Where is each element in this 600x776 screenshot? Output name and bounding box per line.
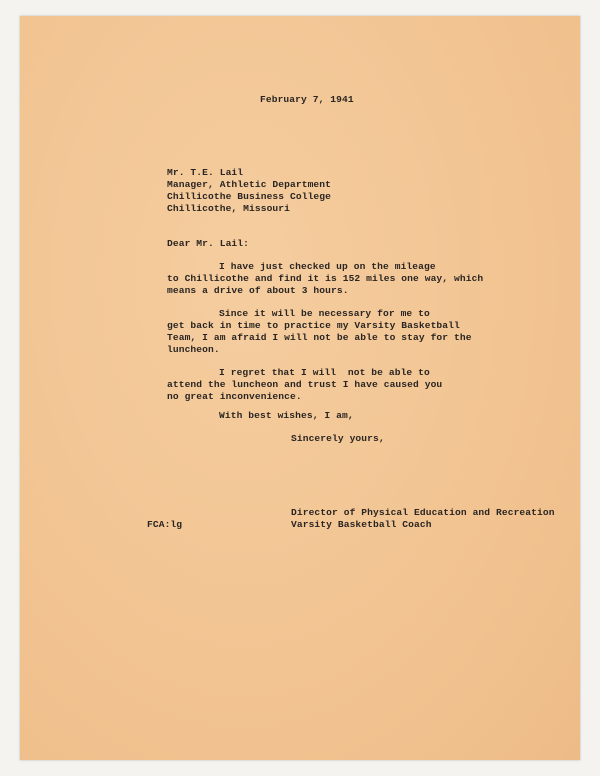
salutation: Dear Mr. Lail: — [167, 238, 250, 249]
paragraph-3-line-2: attend the luncheon and trust I have caused you — [167, 379, 443, 390]
paragraph-2-line-4: luncheon. — [167, 344, 220, 355]
recipient-name: Mr. T.E. Lail — [167, 167, 244, 178]
paragraph-2-line-1: Since it will be necessary for me to — [219, 308, 430, 319]
closing-wishes: With best wishes, I am, — [219, 410, 354, 421]
paragraph-1-line-1: I have just checked up on the mileage — [219, 261, 436, 272]
letter-date: February 7, 1941 — [260, 94, 354, 105]
recipient-organization: Chillicothe Business College — [167, 191, 332, 202]
paragraph-1-line-3: means a drive of about 3 hours. — [167, 285, 349, 296]
recipient-city: Chillicothe, Missouri — [167, 203, 291, 214]
letter-page — [20, 16, 580, 760]
paragraph-3-line-1: I regret that I will not be able to — [219, 367, 430, 378]
signature-title-2: Varsity Basketball Coach — [291, 519, 432, 530]
typist-initials: FCA:lg — [147, 519, 183, 530]
closing-signoff: Sincerely yours, — [291, 433, 385, 444]
paragraph-2-line-2: get back in time to practice my Varsity Basketball — [167, 320, 460, 331]
paragraph-3-line-3: no great inconvenience. — [167, 391, 302, 402]
paragraph-1-line-2: to Chillicothe and find it is 152 miles one way, which — [167, 273, 484, 284]
paragraph-2-line-3: Team, I am afraid I will not be able to stay for the — [167, 332, 472, 343]
signature-title-1: Director of Physical Education and Recreation — [291, 507, 555, 518]
recipient-title: Manager, Athletic Department — [167, 179, 332, 190]
